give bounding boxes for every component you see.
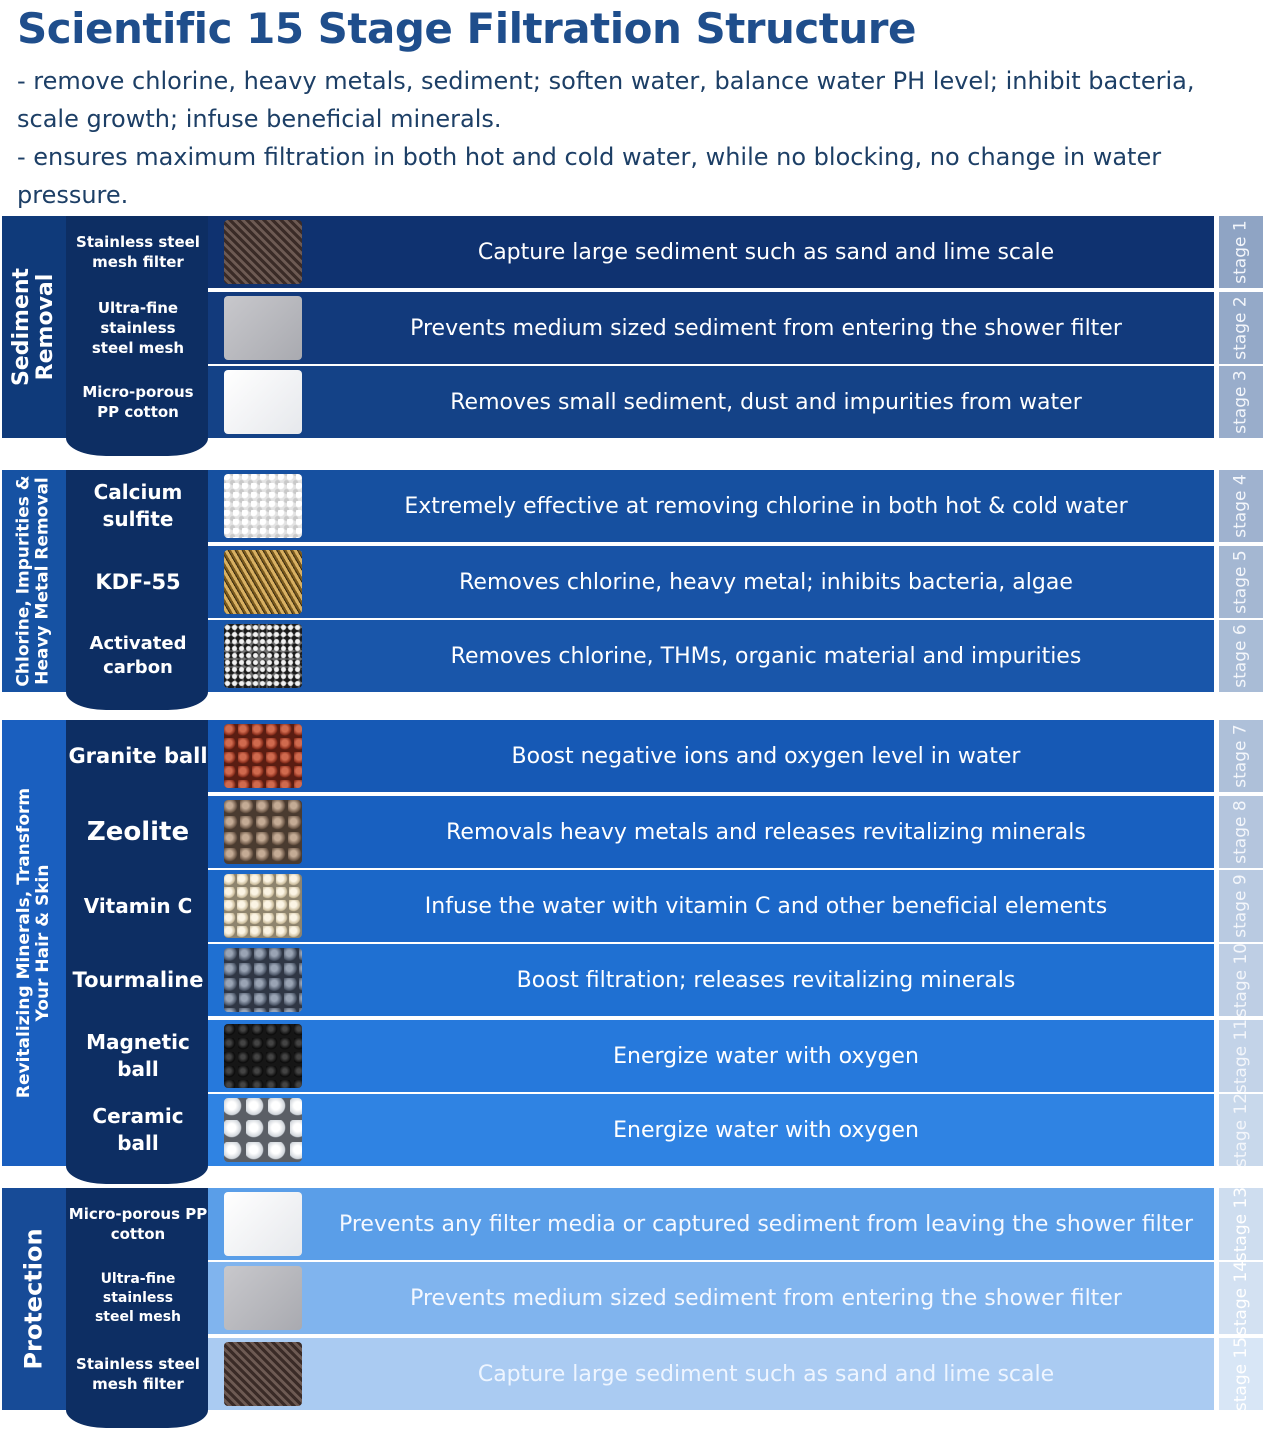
granite-swatch-icon [224,724,302,788]
stage-label: stage 11 [1231,1018,1252,1094]
stage-tab-5 [1219,546,1263,618]
stage-row-4 [68,470,1214,542]
stage-tab-2 [1219,292,1263,364]
stage-tab-15 [1219,1338,1263,1410]
stage-row-10 [68,944,1214,1016]
material-name [68,292,208,364]
material-name-line: Micro-porous PP [68,1205,208,1223]
stage-label: stage 7 [1231,724,1252,788]
white-swatch-icon [224,1192,302,1256]
stage-label: stage 5 [1231,550,1252,614]
steel-mesh-swatch-icon [224,220,302,284]
magnetic-swatch-icon [224,1024,302,1088]
group-label-line: Removal [33,273,59,381]
material-name-line: Tourmaline [72,968,204,992]
stage-tab-4 [1219,470,1263,542]
material-name [68,366,208,438]
group-label-2 [2,470,66,692]
material-name [68,216,208,288]
material-name [68,1188,208,1260]
stage-tab-1 [1219,216,1263,288]
material-name-line: ball [117,1131,159,1155]
calcium-swatch-icon [224,474,302,538]
material-name [68,720,208,792]
group-label-text [10,268,58,386]
group-label-line: Protection [20,1228,49,1370]
material-name-line: Magnetic [86,1030,190,1054]
material-name [68,944,208,1016]
group-label-line: Heavy Metal Removal [33,477,54,685]
material-name-line: KDF-55 [95,570,181,594]
stage-row-11 [68,1020,1214,1092]
material-name [68,546,208,618]
stage-row-14 [68,1262,1214,1334]
stage-label: stage 2 [1231,296,1252,360]
group-label-line: Your Hair & Skin [33,864,54,1022]
stage-tab-3 [1219,366,1263,438]
material-name [68,470,208,542]
material-name-line: Activated [89,633,187,654]
material-name-line: Stainless steel [76,233,200,251]
stage-description: Removals heavy metals and releases revitalizing minerals [446,819,1086,845]
material-name-line: Granite ball [68,744,208,768]
material-name-line: ball [117,1057,159,1081]
stage-description: Extremely effective at removing chlorine in both hot & cold water [404,493,1128,519]
stage-label: stage 6 [1231,624,1252,688]
stage-label: stage 14 [1231,1260,1252,1336]
stage-tab-6 [1219,620,1263,692]
material-name-line: Vitamin C [83,893,193,918]
material-name [68,870,208,942]
grey-swatch-icon [224,1266,302,1330]
white-swatch-icon [224,370,302,434]
material-name-line: Zeolite [86,816,190,847]
stage-description: Prevents any filter media or captured sediment from leaving the shower filter [338,1211,1193,1237]
grey-swatch-icon [224,296,302,360]
stage-row-1 [68,216,1214,288]
stage-row-2 [68,292,1214,364]
stage-description: Capture large sediment such as sand and lime scale [477,239,1055,265]
material-name-line: Ultra-fine stainless [100,1270,176,1306]
stage-tab-11 [1219,1020,1263,1092]
stage-description: Capture large sediment such as sand and lime scale [477,1361,1055,1387]
stage-tab-8 [1219,796,1263,868]
material-name-line: Stainless steel [76,1355,200,1373]
tourmaline-swatch-icon [224,948,302,1012]
material-name-line: Calcium [93,480,183,504]
stage-row-8 [68,796,1214,868]
material-name-line: PP cotton [97,403,179,421]
group-label-line: Sediment [9,267,35,387]
stage-description: Infuse the water with vitamin C and other beneficial elements [424,893,1108,919]
group-label-text [15,475,53,686]
stage-description: Energize water with oxygen [613,1117,919,1143]
stage-tab-14 [1219,1262,1263,1334]
stage-tab-10 [1219,944,1263,1016]
stage-description: Energize water with oxygen [613,1043,919,1069]
stage-label: stage 8 [1231,800,1252,864]
group-label-text [15,788,53,1098]
stage-label: stage 9 [1231,874,1252,938]
material-name-line: mesh filter [92,1375,184,1393]
stage-row-6 [68,620,1214,692]
stage-label: stage 13 [1231,1186,1252,1262]
stage-label: stage 12 [1231,1092,1252,1168]
material-name [68,1262,208,1334]
stage-tab-9 [1219,870,1263,942]
zeolite-swatch-icon [224,800,302,864]
stage-row-5 [68,546,1214,618]
stage-description: Removes small sediment, dust and impurities from water [450,389,1082,415]
material-name [68,1020,208,1092]
material-name-line: Ceramic [92,1104,184,1128]
material-name-line: stainless [100,319,176,337]
material-name-line: mesh filter [92,253,184,271]
group-label-1 [2,216,66,438]
group-label-4 [2,1188,66,1410]
stage-tab-13 [1219,1188,1263,1260]
stage-row-12 [68,1094,1214,1166]
stage-row-9 [68,870,1214,942]
stage-description: Prevents medium sized sediment from entering the shower filter [410,1285,1122,1311]
group-label-text [21,1228,47,1369]
stage-description: Removes chlorine, heavy metal; inhibits bacteria, algae [459,569,1073,595]
group-label-line: Revitalizing Minerals, Transform [14,787,35,1099]
material-name-line: Micro-porous [82,383,194,401]
intro-line-1: - remove chlorine, heavy metals, sediment; soften water, balance water PH level; inhibit bacteria, scale growth; infuse beneficial minerals. [17,67,1195,133]
stage-label: stage 10 [1231,942,1252,1018]
group-label-3 [2,720,66,1166]
intro-line-2: - ensures maximum filtration in both hot and cold water, while no blocking, no change in water pressure. [17,143,1162,209]
material-name [68,620,208,692]
stage-row-13 [68,1188,1214,1260]
material-name-line: steel mesh [94,1308,182,1325]
material-name [68,796,208,868]
steel-mesh-swatch-icon [224,1342,302,1406]
material-name-line: cotton [110,1225,166,1243]
material-name [68,1094,208,1166]
material-name [68,1338,208,1410]
material-name-line: steel mesh [91,339,185,357]
stage-label: stage 15 [1231,1336,1252,1412]
stage-tab-12 [1219,1094,1263,1166]
ceramic-swatch-icon [224,1098,302,1162]
stage-label: stage 4 [1231,474,1252,538]
intro-text [17,62,1252,214]
stage-label: stage 1 [1231,220,1252,284]
stage-description: Prevents medium sized sediment from entering the shower filter [410,315,1122,341]
stage-label: stage 3 [1231,370,1252,434]
carbon-swatch-icon [224,624,302,688]
kdf-swatch-icon [224,550,302,614]
stage-description: Boost filtration; releases revitalizing minerals [516,967,1016,993]
stage-row-7 [68,720,1214,792]
stage-tab-7 [1219,720,1263,792]
stage-description: Removes chlorine, THMs, organic material and impurities [450,643,1082,669]
material-name-line: Ultra-fine [97,299,179,317]
material-name-line: carbon [103,657,173,678]
stage-description: Boost negative ions and oxygen level in water [511,743,1021,769]
group-label-line: Chlorine, Impurities & [14,475,35,687]
stage-row-15 [68,1338,1214,1410]
vitc-swatch-icon [224,874,302,938]
page-title: Scientific 15 Stage Filtration Structure [17,4,916,53]
material-name-line: sulfite [102,507,174,531]
stage-row-3 [68,366,1214,438]
